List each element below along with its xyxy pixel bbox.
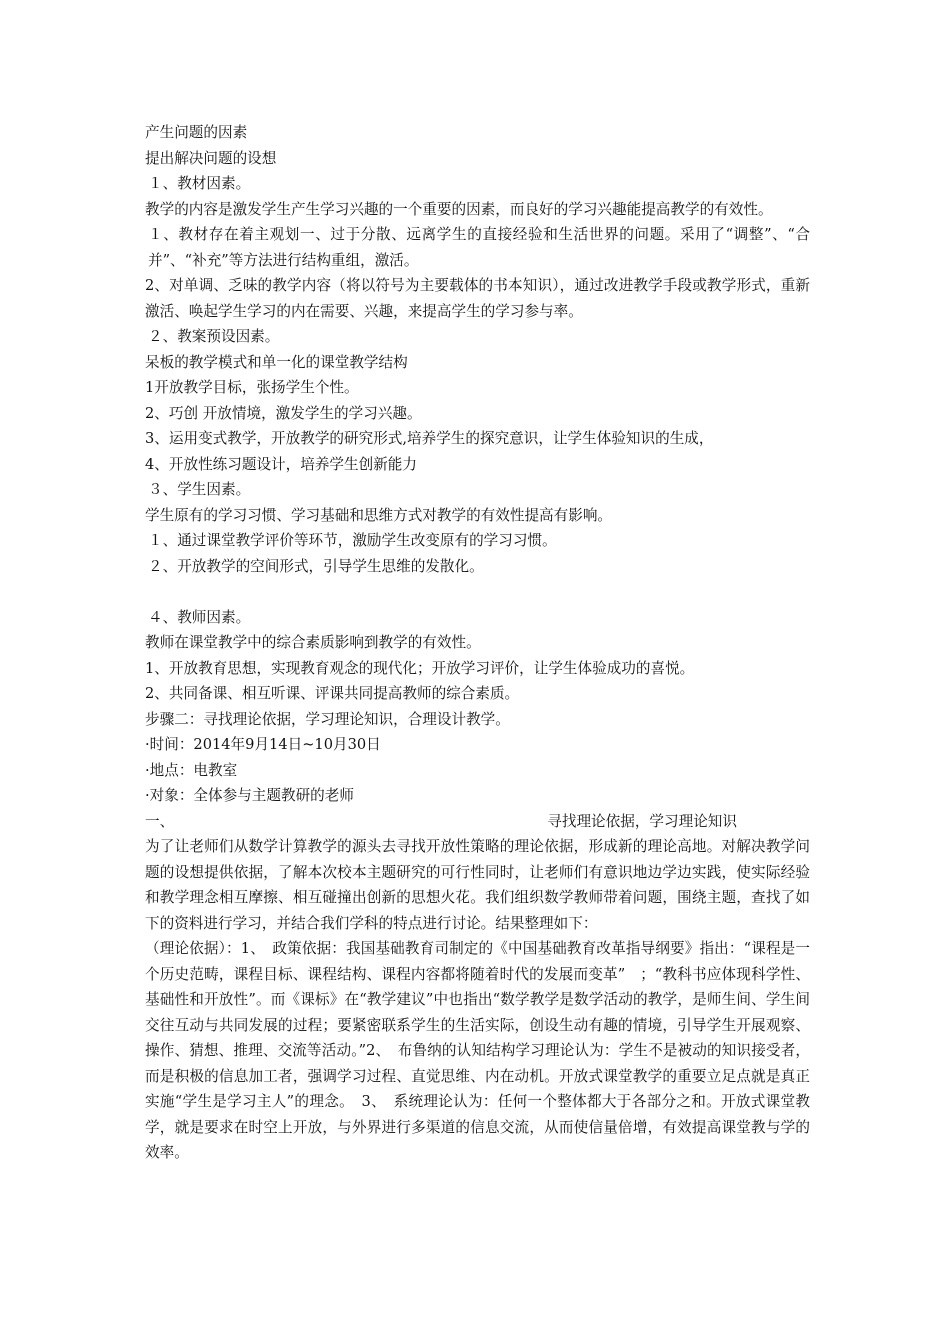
paragraph-theory-basis: （理论依据）：1、 政策依据：我国基础教育司制定的《中国基础教育改革指导纲要》指出：“课程是一个历史范畴，课程目标、课程结构、课程内容都将随着时代的发展而变革” ；“教科书应体现科学性、基础性和开放性”。而《课标》在“教学建议”中也指出“数学教学是数学活动的教学，是师生间、学生间交往互动与共同发展的过程；要紧密联系学生的生活实际，创设生动有趣的情境，引导学生开展观察、操作、猜想、推理、交流等活动。”2、 布鲁纳的认知结构学习理论认为：学生不是被动的知识接受者，而是积极的信息加工者，强调学习过程、直觉思维、内在动机。开放式课堂教学的重要立足点就是真正实施“学生是学习主人”的理念。 3、 系统理论认为：任何一个整体都大于各部分之和。开放式课堂教学，就是要求在时空上开放，与外界进行多渠道的信息交流，从而使信量倍增，有效提高课堂教与学的效率。 bbox=[145, 940, 810, 1161]
list-item: 2、巧创 开放情境，激发学生的学习兴趣。 bbox=[145, 404, 422, 422]
list-item: 1、开放教育思想，实现教育观念的现代化；开放学习评价，让学生体验成功的喜悦。 bbox=[145, 659, 695, 677]
list-item: １、通过课堂教学评价等环节，激励学生改变原有的学习习惯。 bbox=[148, 532, 557, 549]
paragraph: 2、对单调、乏味的教学内容（将以符号为主要载体的书本知识），通过改进教学手段或教学形式，重新激活、唤起学生学习的内在需要、兴趣，来提高学生的学习参与率。 bbox=[145, 277, 810, 320]
document-body bbox=[145, 120, 810, 1166]
paragraph-purpose: 为了让老师们从数学计算教学的源头去寻找开放性策略的理论依据，形成新的理论高地。对解决教学问题的设想提供依据，了解本次校本主题研究的可行性同时，让老师们有意识地边学边实践，使实际经验和教学理念相互摩擦、相互碰撞出创新的思想火花。我们组织数学教师带着问题，围绕主题，查找了如下的资料进行学习，并结合我们学科的特点进行讨论。结果整理如下： bbox=[145, 838, 810, 932]
time-info: ·时间：2014年9月14日~10月30日 bbox=[145, 736, 381, 753]
audience-info: ·对象：全体参与主题教研的老师 bbox=[145, 787, 354, 804]
section-one-heading bbox=[145, 809, 810, 835]
step-two-heading: 步骤二：寻找理论依据，学习理论知识，合理设计教学。 bbox=[145, 710, 510, 728]
text-line: 学生原有的学习习惯、学习基础和思维方式对教学的有效性提高有影响。 bbox=[145, 506, 613, 524]
paragraph: 教学的内容是激发学生产生学习兴趣的一个重要的因素，而良好的学习兴趣能提高教学的有效性。 bbox=[145, 200, 773, 218]
list-item: 4、开放性练习题设计，培养学生创新能力 bbox=[145, 455, 417, 473]
paragraph: １、教材存在着主观划一、过于分散、远离学生的直接经验和生活世界的问题。采用了“调整”、“合并”、“补充”等方法进行结构重组，激活。 bbox=[148, 226, 810, 269]
heading-solution-ideas: 提出解决问题的设想 bbox=[145, 149, 277, 167]
list-item: 1开放教学目标，张扬学生个性。 bbox=[145, 379, 359, 396]
section-textbook-factor: １、教材因素。 bbox=[148, 175, 251, 192]
list-item: ２、开放教学的空间形式，引导学生思维的发散化。 bbox=[148, 557, 484, 575]
section-one-title: 寻找理论依据，学习理论知识 bbox=[547, 812, 737, 830]
text-line: 呆板的教学模式和单一化的课堂教学结构 bbox=[145, 353, 408, 371]
section-lesson-plan-factor: ２、教案预设因素。 bbox=[148, 328, 280, 345]
section-teacher-factor: ４、教师因素。 bbox=[148, 608, 251, 626]
blank-line bbox=[145, 579, 810, 605]
list-item: 3、运用变式教学，开放教学的研究形式,培养学生的探究意识，让学生体验知识的生成， bbox=[145, 430, 714, 447]
text-line: 教师在课堂教学中的综合素质影响到教学的有效性。 bbox=[145, 634, 481, 651]
section-one-number: 一、 bbox=[145, 812, 175, 830]
list-item: 2、共同备课、相互听课、评课共同提高教师的综合素质。 bbox=[145, 685, 520, 702]
location-info: ·地点：电教室 bbox=[145, 761, 238, 779]
section-student-factor: ３、学生因素。 bbox=[148, 481, 251, 498]
heading-problem-factors: 产生问题的因素 bbox=[145, 124, 248, 141]
